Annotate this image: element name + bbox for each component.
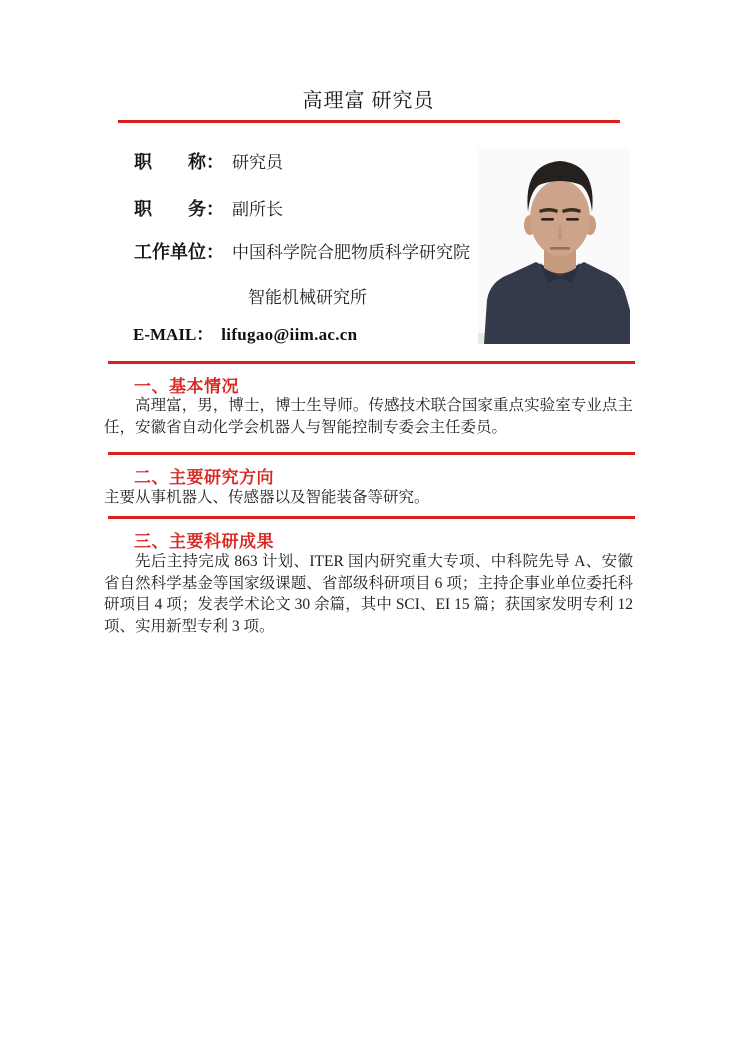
page-title: 高理富 研究员 (302, 90, 435, 112)
section-body-basic-info: 高理富，男，博士，博士生导师。传感技术联合国家重点实验室专业点主任，安徽省自动化学会机器人与智能控制专委会主任委员。 (104, 397, 633, 436)
section-body-research-directions: 主要从事机器人、传感器以及智能装备等研究。 (104, 489, 430, 506)
portrait-photo-illustration (478, 148, 630, 344)
field-professional-title (134, 148, 283, 174)
section-body-achievements: 先后主持完成 863 计划、ITER 国内研究重大专项、中科院先导 A、安徽省自然科学基金等国家级课题、省部级科研项目 6 项；主持企事业单位委托科研项目 4 项；发表学术论文 30 余篇，其中 SCI、EI 15 篇；获国家发明专利 12 项、实用新型专利 3 项。 (104, 553, 633, 636)
field-value: 副所长 (232, 200, 283, 219)
section-divider (108, 361, 635, 364)
field-value: 智能机械研究所 (248, 288, 367, 307)
section-divider (108, 452, 635, 455)
field-label: 职 称： (134, 152, 224, 172)
title-divider (118, 120, 620, 123)
field-value: 研究员 (232, 153, 283, 172)
field-label: 工作单位： (134, 242, 224, 262)
field-value: 中国科学院合肥物质科学研究院 (232, 243, 470, 262)
field-email (133, 320, 357, 345)
section-heading-basic-info: 一、基本情况 (134, 377, 239, 396)
section-heading-achievements: 三、主要科研成果 (134, 532, 274, 551)
field-work-unit-line2 (248, 283, 367, 308)
field-label: E-MAIL： (133, 325, 214, 344)
field-work-unit (134, 238, 470, 264)
portrait-photo (478, 148, 630, 344)
field-label: 职 务： (134, 199, 224, 219)
section-heading-research-directions: 二、主要研究方向 (134, 468, 274, 487)
section-divider (108, 516, 635, 519)
field-position (134, 195, 283, 221)
email-address: lifugao@iim.ac.cn (221, 325, 358, 344)
